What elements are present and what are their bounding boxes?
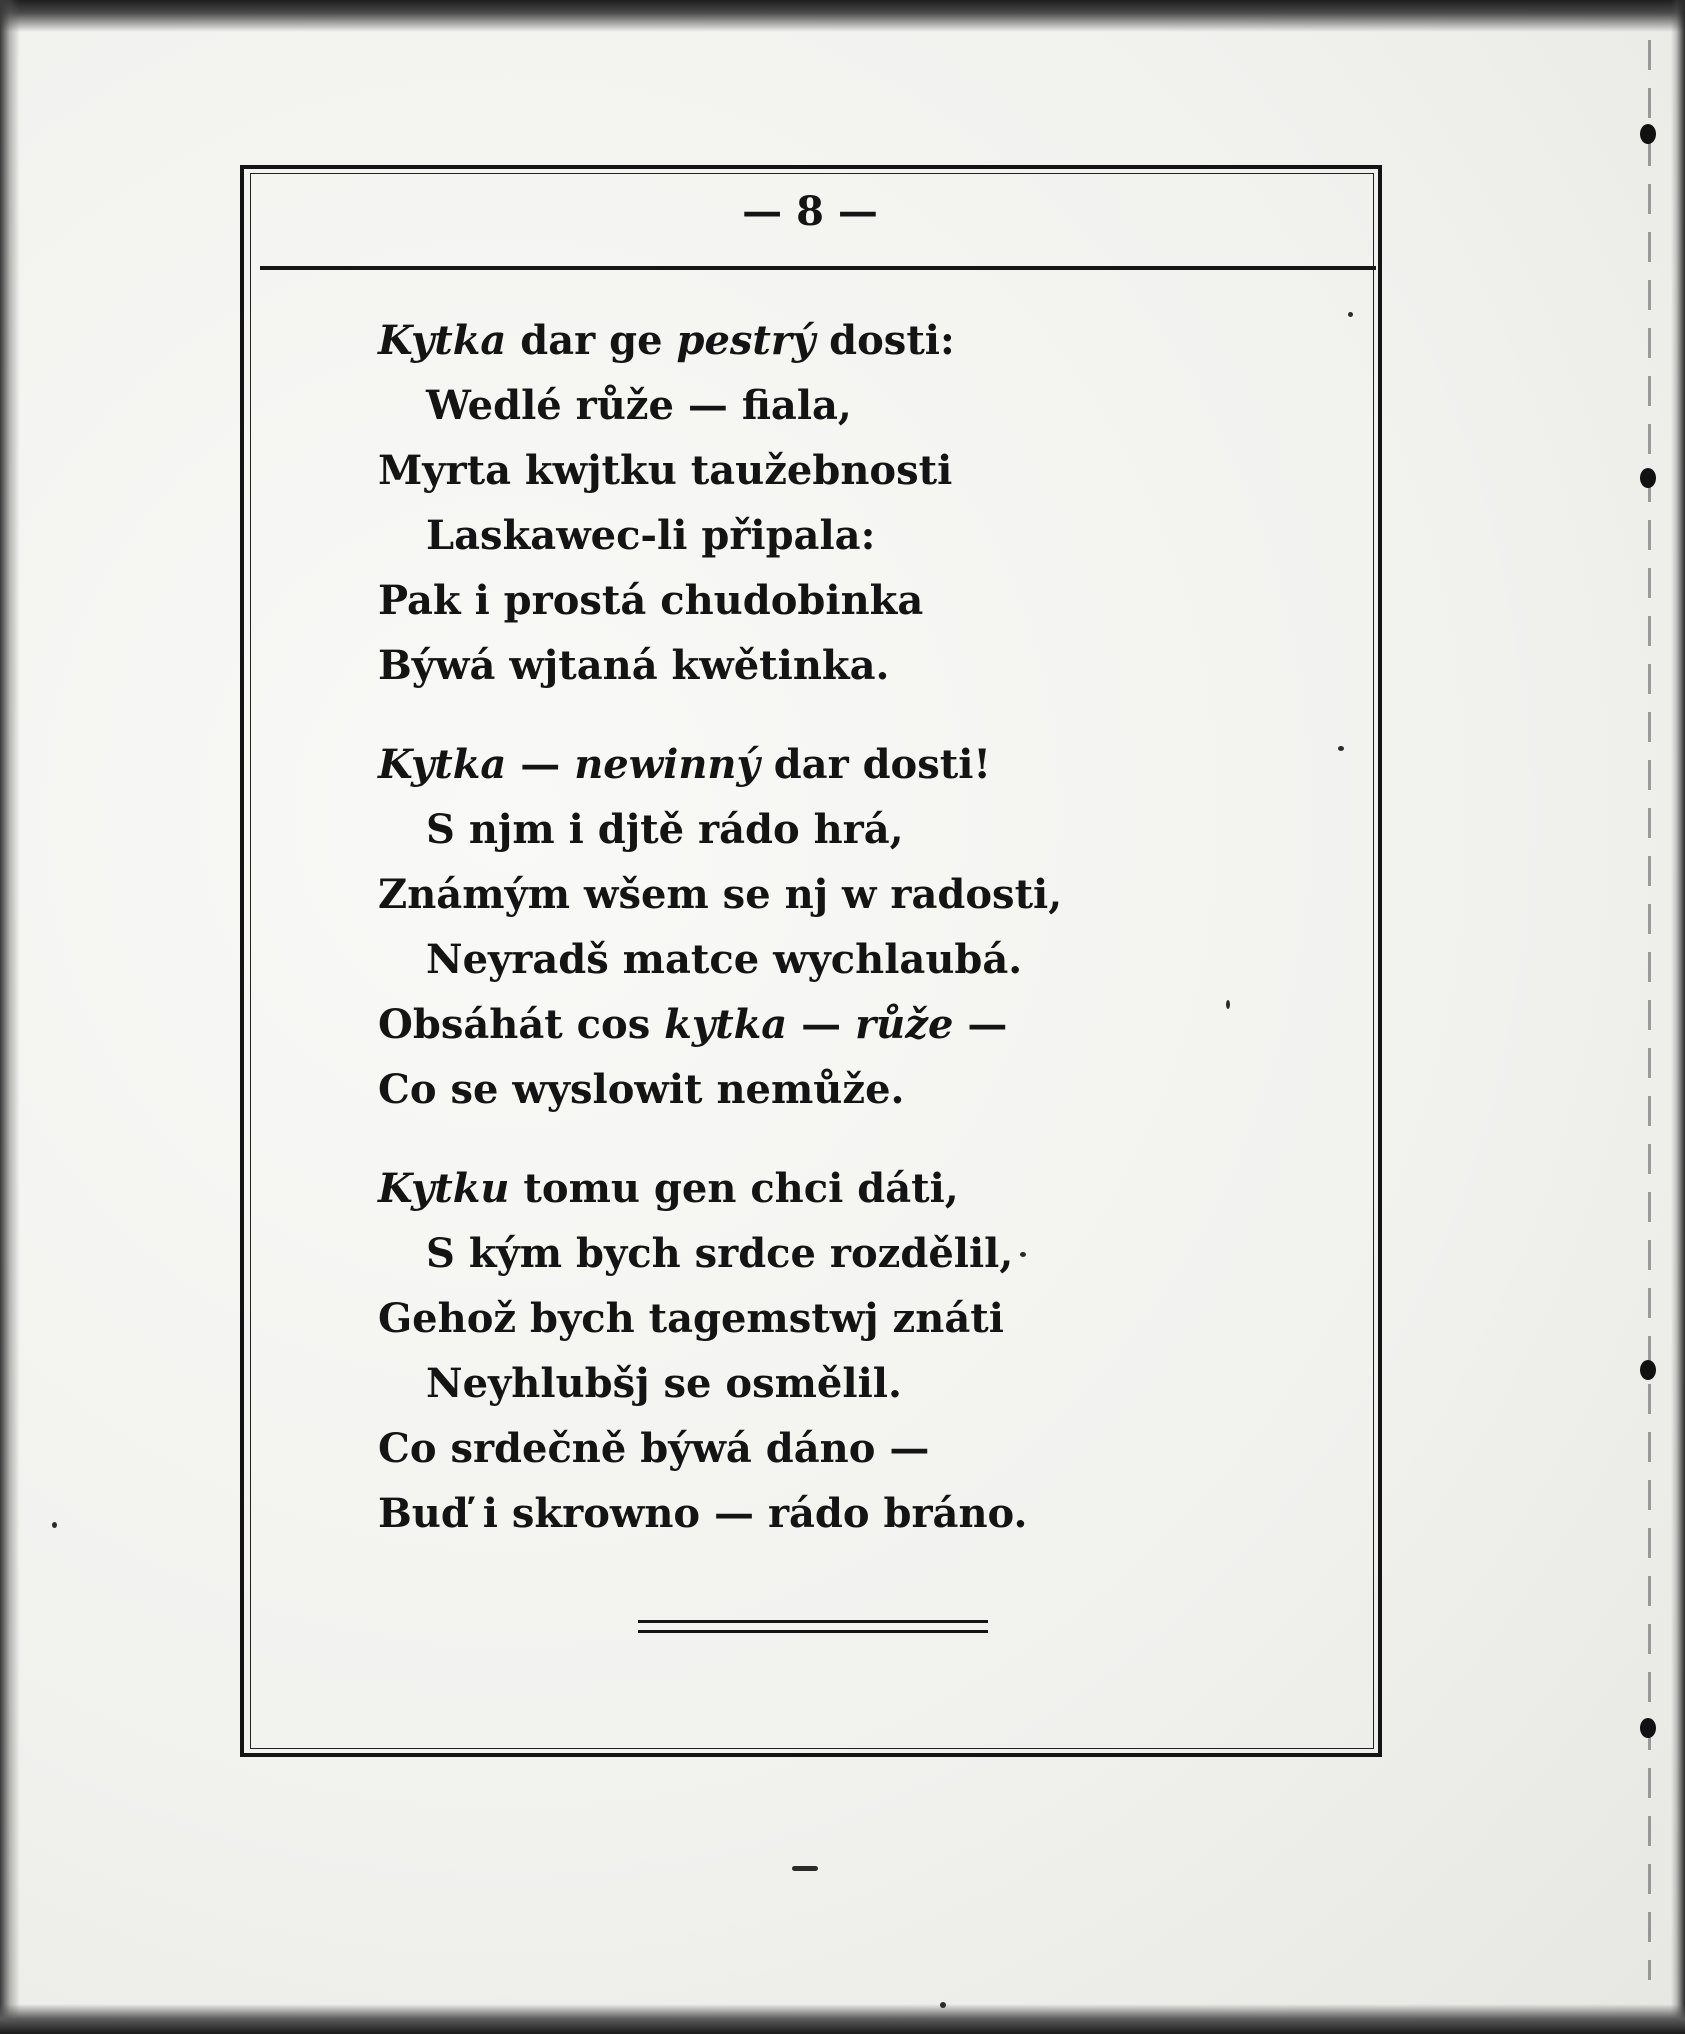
poem xyxy=(378,308,1178,1580)
end-double-rule-top xyxy=(638,1620,988,1623)
poem-line xyxy=(378,1057,1178,1122)
poem-line xyxy=(378,633,1178,698)
poem-line-part: Gehož bych tagemstwj znáti xyxy=(378,1295,1004,1342)
poem-stanza xyxy=(378,1156,1178,1546)
poem-line xyxy=(378,373,1178,438)
binding-hole xyxy=(1640,1360,1656,1380)
poem-line xyxy=(378,1221,1178,1286)
top-scan-shadow xyxy=(0,0,1685,32)
paper-speck xyxy=(1020,1252,1026,1257)
poem-line-part: Laskawec-li připala: xyxy=(426,512,876,559)
poem-line-part: Co se wyslowit nemůže. xyxy=(378,1066,905,1113)
poem-line-part: Myrta kwjtku taužebnosti xyxy=(378,447,953,494)
paper-speck xyxy=(940,2002,946,2008)
header-rule xyxy=(260,266,1376,270)
poem-line xyxy=(378,927,1178,992)
bottom-scan-edge xyxy=(0,2004,1685,2034)
binding-hole xyxy=(1640,124,1656,144)
poem-line-part: S njm i djtě rádo hrá, xyxy=(426,806,904,853)
poem-line-part: S kým bych srdce rozdělil, xyxy=(426,1230,1014,1277)
page-number: — 8 — xyxy=(742,188,878,235)
poem-line xyxy=(378,568,1178,633)
poem-line xyxy=(378,732,1178,797)
poem-line-part: dosti: xyxy=(815,317,955,364)
poem-line-italic-part: Kytka xyxy=(378,741,507,788)
poem-line xyxy=(378,1416,1178,1481)
poem-line-italic-part: růže xyxy=(855,1001,954,1048)
poem-line-part: Pak i prostá chudobinka xyxy=(378,577,924,624)
poem-line-part: — xyxy=(506,741,575,788)
poem-line xyxy=(378,438,1178,503)
paper-speck xyxy=(52,1522,57,1528)
poem-line-part: Buď i skrowno — rádo bráno. xyxy=(378,1490,1028,1537)
poem-line-italic-part: pestrý xyxy=(676,317,816,364)
poem-line-part: Neyhlubšj se osmělil. xyxy=(426,1360,902,1407)
poem-line-part: tomu gen chci dáti, xyxy=(509,1165,959,1212)
poem-line xyxy=(378,503,1178,568)
poem-line-part: — xyxy=(787,1001,856,1048)
poem-line xyxy=(378,308,1178,373)
poem-line-part: dar ge xyxy=(506,317,677,364)
poem-line xyxy=(378,1481,1178,1546)
poem-line xyxy=(378,862,1178,927)
poem-line xyxy=(378,1351,1178,1416)
binding-stitch-line xyxy=(1648,40,1651,1980)
right-scan-edge xyxy=(1671,0,1685,2034)
poem-line-italic-part: newinný xyxy=(574,741,760,788)
paper-speck xyxy=(792,1866,818,1871)
poem-stanza xyxy=(378,308,1178,698)
end-double-rule-bottom xyxy=(638,1630,988,1633)
binding-hole xyxy=(1640,1718,1656,1738)
poem-line-italic-part: Kytka xyxy=(378,317,507,364)
poem-line-italic-part: Kytku xyxy=(378,1165,510,1212)
poem-line-part: Býwá wjtaná kwětinka. xyxy=(378,642,890,689)
poem-line xyxy=(378,992,1178,1057)
poem-line xyxy=(378,1156,1178,1221)
poem-line xyxy=(378,1286,1178,1351)
poem-line-part: — xyxy=(953,1001,1008,1048)
poem-line-part: Obsáhát cos xyxy=(378,1001,665,1048)
binding-hole xyxy=(1640,468,1656,488)
poem-line-part: Známým wšem se nj w radosti, xyxy=(378,871,1063,918)
poem-line-part: Co srdečně býwá dáno — xyxy=(378,1425,930,1472)
left-scan-edge xyxy=(0,0,20,2034)
poem-line-part: dar dosti! xyxy=(759,741,991,788)
poem-line-italic-part: kytka xyxy=(664,1001,788,1048)
poem-line-part: Neyradš matce wychlaubá. xyxy=(426,936,1023,983)
poem-line-part: Wedlé růže — fiala, xyxy=(426,382,852,429)
poem-line xyxy=(378,797,1178,862)
paper-speck xyxy=(1226,1000,1230,1009)
paper-speck xyxy=(1338,746,1344,751)
poem-stanza xyxy=(378,732,1178,1122)
paper-speck xyxy=(1348,312,1353,317)
